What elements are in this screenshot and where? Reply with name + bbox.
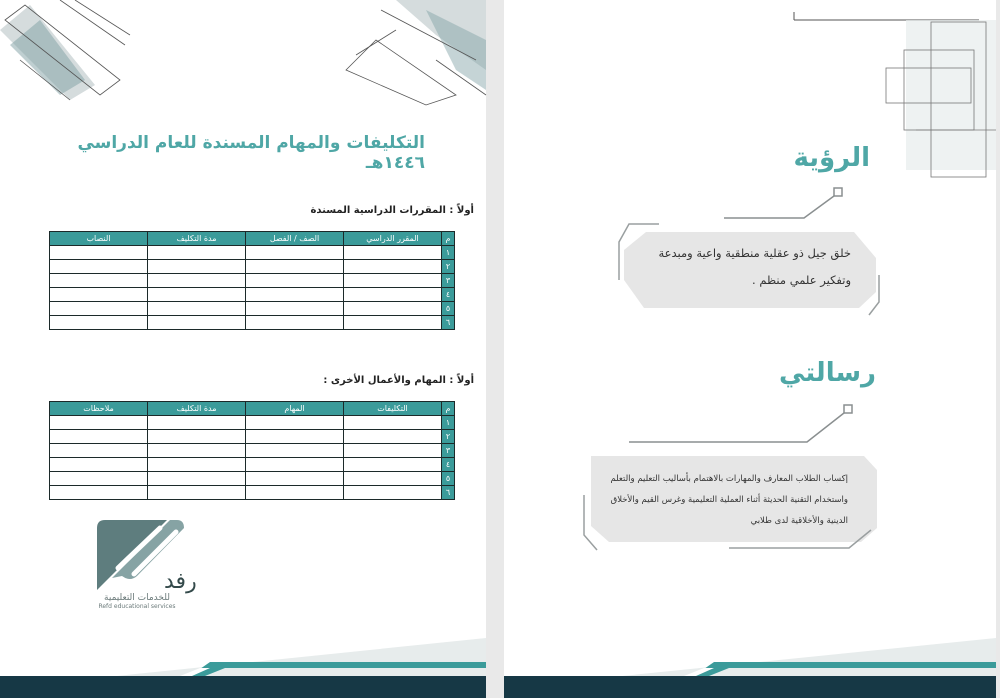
table-row [50, 430, 455, 444]
column-header: الصف / الفصل [246, 232, 344, 246]
logo-wordmark: رفد [164, 569, 197, 594]
mission-title: رسالتي [779, 358, 876, 388]
tasks-header-row [50, 402, 455, 416]
table-cell[interactable] [344, 458, 442, 472]
row-number: ٥ [442, 302, 455, 316]
table-cell[interactable] [344, 472, 442, 486]
row-number: ٣ [442, 444, 455, 458]
column-header: م [442, 232, 455, 246]
table-cell[interactable] [148, 416, 246, 430]
table-cell[interactable] [50, 288, 148, 302]
table-cell[interactable] [246, 260, 344, 274]
table-row [50, 260, 455, 274]
table-cell[interactable] [246, 472, 344, 486]
table-cell[interactable] [344, 430, 442, 444]
logo-arabic-caption: للخدمات التعليمية [104, 593, 170, 603]
column-header: التكليفات [344, 402, 442, 416]
table-cell[interactable] [246, 274, 344, 288]
table-cell[interactable] [148, 288, 246, 302]
tasks-section-heading: أولاً : المهام والأعمال الأخرى : [323, 375, 474, 386]
table-row [50, 458, 455, 472]
document-title: التكليفات والمهام المسندة للعام الدراسي ١٤٤٦هـ [77, 133, 425, 173]
table-cell[interactable] [344, 444, 442, 458]
table-cell[interactable] [148, 302, 246, 316]
table-cell[interactable] [344, 288, 442, 302]
row-number: ٦ [442, 316, 455, 330]
table-row [50, 472, 455, 486]
table-cell[interactable] [246, 430, 344, 444]
table-cell[interactable] [148, 260, 246, 274]
table-cell[interactable] [148, 246, 246, 260]
courses-table [49, 231, 455, 330]
logo-english-caption: Refd educational services [98, 603, 176, 610]
row-number: ٦ [442, 486, 455, 500]
table-cell[interactable] [344, 316, 442, 330]
footer-band [0, 638, 486, 698]
footer-band [504, 638, 996, 698]
column-header: المهام [246, 402, 344, 416]
row-number: ٤ [442, 458, 455, 472]
logo-caption [82, 593, 192, 610]
table-cell[interactable] [344, 274, 442, 288]
mission-text: إكساب الطلاب المعارف والمهارات بالاهتمام بأساليب التعليم والتعلم واستخدام التقنية الحديثة أثناء العملية التعليمية وغرس القيم والأخلاق الدينية والأخلاقية لدى طلابي [610, 474, 848, 526]
table-cell[interactable] [246, 416, 344, 430]
table-cell[interactable] [246, 302, 344, 316]
column-header: مدة التكليف [148, 232, 246, 246]
squares-decoration [876, 20, 996, 180]
table-row [50, 486, 455, 500]
table-cell[interactable] [148, 444, 246, 458]
table-cell[interactable] [148, 430, 246, 444]
table-cell[interactable] [148, 486, 246, 500]
table-cell[interactable] [344, 246, 442, 260]
row-number: ٤ [442, 288, 455, 302]
vision-title: الرؤية [793, 143, 870, 173]
table-cell[interactable] [50, 458, 148, 472]
table-cell[interactable] [50, 274, 148, 288]
table-cell[interactable] [246, 444, 344, 458]
table-cell[interactable] [50, 316, 148, 330]
table-row [50, 274, 455, 288]
corner-decoration-top-left [0, 0, 130, 105]
column-header: م [442, 402, 455, 416]
table-cell[interactable] [344, 302, 442, 316]
table-cell[interactable] [50, 246, 148, 260]
table-cell[interactable] [246, 458, 344, 472]
refd-logo [82, 518, 197, 594]
table-row [50, 316, 455, 330]
courses-header-row [50, 232, 455, 246]
table-row [50, 288, 455, 302]
table-row [50, 444, 455, 458]
table-cell[interactable] [50, 486, 148, 500]
tasks-table [49, 401, 455, 500]
table-cell[interactable] [148, 472, 246, 486]
column-header: المقرر الدراسي [344, 232, 442, 246]
courses-section-heading: أولاً : المقررات الدراسية المسندة [310, 205, 474, 216]
table-cell[interactable] [246, 486, 344, 500]
column-header: النصاب [50, 232, 148, 246]
table-row [50, 246, 455, 260]
row-number: ٥ [442, 472, 455, 486]
vision-text: خلق جيل ذو عقلية منطقية واعية ومبدعة وتفكير علمي منظم . [658, 246, 851, 287]
table-cell[interactable] [246, 246, 344, 260]
table-cell[interactable] [50, 472, 148, 486]
table-cell[interactable] [148, 316, 246, 330]
corner-decoration-top-right [336, 0, 486, 105]
table-cell[interactable] [344, 416, 442, 430]
column-header: مدة التكليف [148, 402, 246, 416]
table-cell[interactable] [246, 316, 344, 330]
table-cell[interactable] [148, 274, 246, 288]
table-row [50, 302, 455, 316]
right-page [504, 0, 996, 698]
column-header: ملاحظات [50, 402, 148, 416]
table-cell[interactable] [344, 486, 442, 500]
table-cell[interactable] [50, 416, 148, 430]
table-cell[interactable] [148, 458, 246, 472]
row-number: ٣ [442, 274, 455, 288]
table-row [50, 416, 455, 430]
row-number: ٢ [442, 260, 455, 274]
row-number: ١ [442, 246, 455, 260]
table-cell[interactable] [50, 430, 148, 444]
row-number: ١ [442, 416, 455, 430]
table-cell[interactable] [344, 260, 442, 274]
table-cell[interactable] [246, 288, 344, 302]
table-cell[interactable] [50, 444, 148, 458]
table-cell[interactable] [50, 260, 148, 274]
row-number: ٢ [442, 430, 455, 444]
table-cell[interactable] [50, 302, 148, 316]
left-page [0, 0, 486, 698]
